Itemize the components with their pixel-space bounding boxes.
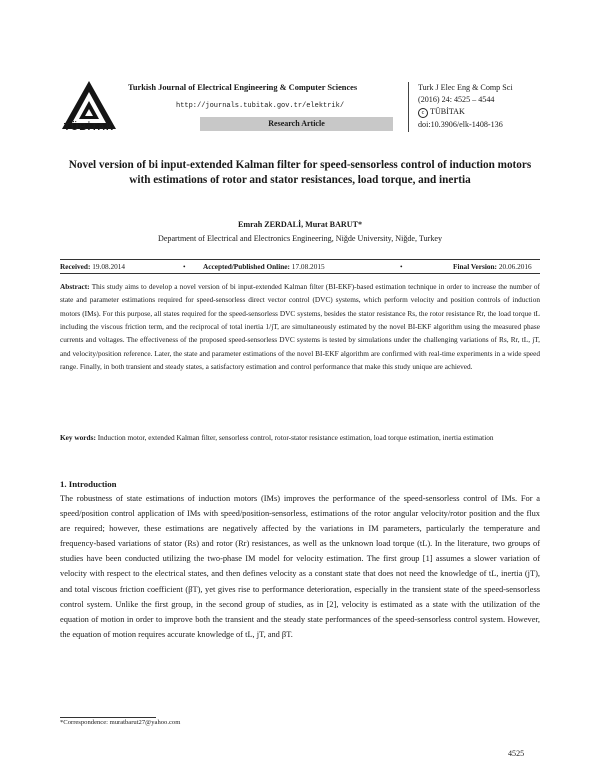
copyright-holder: TÜBİTAK bbox=[430, 107, 465, 117]
abstract-label: Abstract: bbox=[60, 282, 90, 291]
accepted-date: Accepted/Published Online: 17.08.2015 bbox=[203, 262, 325, 271]
final-date: Final Version: 20.06.2016 bbox=[453, 262, 532, 271]
journal-url[interactable]: http://journals.tubitak.gov.tr/elektrik/ bbox=[176, 102, 345, 110]
bullet: • bbox=[400, 262, 403, 271]
journal-name: Turkish Journal of Electrical Engineering & Computer Sciences bbox=[128, 83, 358, 92]
dates-bottom-rule bbox=[60, 273, 540, 274]
citation: Turk J Elec Eng & Comp Sci bbox=[418, 83, 513, 92]
abstract bbox=[60, 280, 540, 373]
journal-info bbox=[418, 82, 513, 131]
received-date: Received: 19.08.2014 bbox=[60, 262, 126, 271]
section-heading: 1. Introduction bbox=[60, 479, 117, 489]
keywords-text: Induction motor, extended Kalman filter, sensorless control, rotor-stator resistance estimation, load torque estimation, inertia estimation bbox=[97, 433, 494, 442]
copyright bbox=[418, 106, 513, 118]
doi[interactable]: doi:10.3906/elk-1408-136 bbox=[418, 119, 503, 129]
dates-bar bbox=[60, 261, 540, 273]
page-number: 4525 bbox=[508, 749, 525, 758]
article-type-badge: Research Article bbox=[200, 117, 393, 131]
header-divider bbox=[408, 82, 409, 132]
section-body: The robustness of state estimations of induction motors (IMs) improves the performance of the speed-sensorless control of IMs. For a speed/position control application of IMs with speed/position-sensorless, estimations of the rotor angular velocity/rotor position and the flux are required; however, these estimations are negatively affected by the variations in IM parameters, particularly the temperature and frequency-based variations of stator (Rs) and rotor (Rr) resistances, as well as the unknown load torque (tL). In the literature, two groups of studies have been conducted utilizing the two-phase IM model for velocity estimation. The first group [1] assumes a slower variation of velocity with respect to the electrical states, and then defines velocity as a constant state that does not need the knowledge of tL, inertia (jT), and total viscous friction coefficient (βT), yet gives rise to performance deterioration, especially in the transient state of the speed-sensorless control system. Unlike the first group, in the second group of studies, as in [2], velocity is estimated as a state with the utilization of the equation of motion in order to improve both the transient and the steady state performances of the speed-sensorless control system. However, the equation of motion requires accurate knowledge of tL, jT, and βT. bbox=[60, 494, 540, 639]
bullet: • bbox=[183, 262, 186, 271]
logo-text: TÜBİTAK bbox=[63, 122, 115, 133]
volume-pages: (2016) 24: 4525 – 4544 bbox=[418, 95, 495, 105]
footnote-rule bbox=[60, 717, 156, 718]
abstract-text: This study aims to develop a novel version of bi input-extended Kalman filter (BI-EKF)-based estimation technique in order to increase the number of state and parameter estimations required for speed-sensorless direct vector control (DVC) systems, which perform velocity and position controls of induction motors (IMs). For this purpose, all states required for the speed-sensorless DVC systems, besides the stator resistance Rs, the rotor resistance Rr, the load torque tL including the viscous friction term, and the reciprocal of total inertia 1/jT, are simultaneously estimated by the novel BI-EKF algorithm using the measured phase currents and voltages. The effectiveness of the proposed speed-sensorless DVC systems is tested by simulations under the challenging variations of Rs, Rr, tL, jT, and velocity/position reference. Later, the state and parameter estimations of the novel BI-EKF algorithm are confirmed with real-time experiments in a wide speed range. Finally, in both transient and steady states, a satisfactory estimation and control performance that make this study unique are achieved. bbox=[60, 282, 540, 372]
copyright-icon: c bbox=[418, 108, 428, 118]
affiliation: Department of Electrical and Electronics Engineering, Niğde University, Niğde, Turkey bbox=[157, 234, 443, 243]
keywords bbox=[60, 432, 540, 445]
keywords-label: Key words: bbox=[60, 433, 96, 442]
dates-top-rule bbox=[60, 259, 540, 260]
footnote: *Correspondence: muratbarut27@yahoo.com bbox=[60, 719, 181, 726]
paper-title: Novel version of bi input-extended Kalman filter for speed-sensorless control of induction motors with estimations of rotor and stator resistances, load torque, and inertia bbox=[68, 159, 532, 187]
authors: Emrah ZERDALİ, Murat BARUT* bbox=[237, 220, 363, 229]
